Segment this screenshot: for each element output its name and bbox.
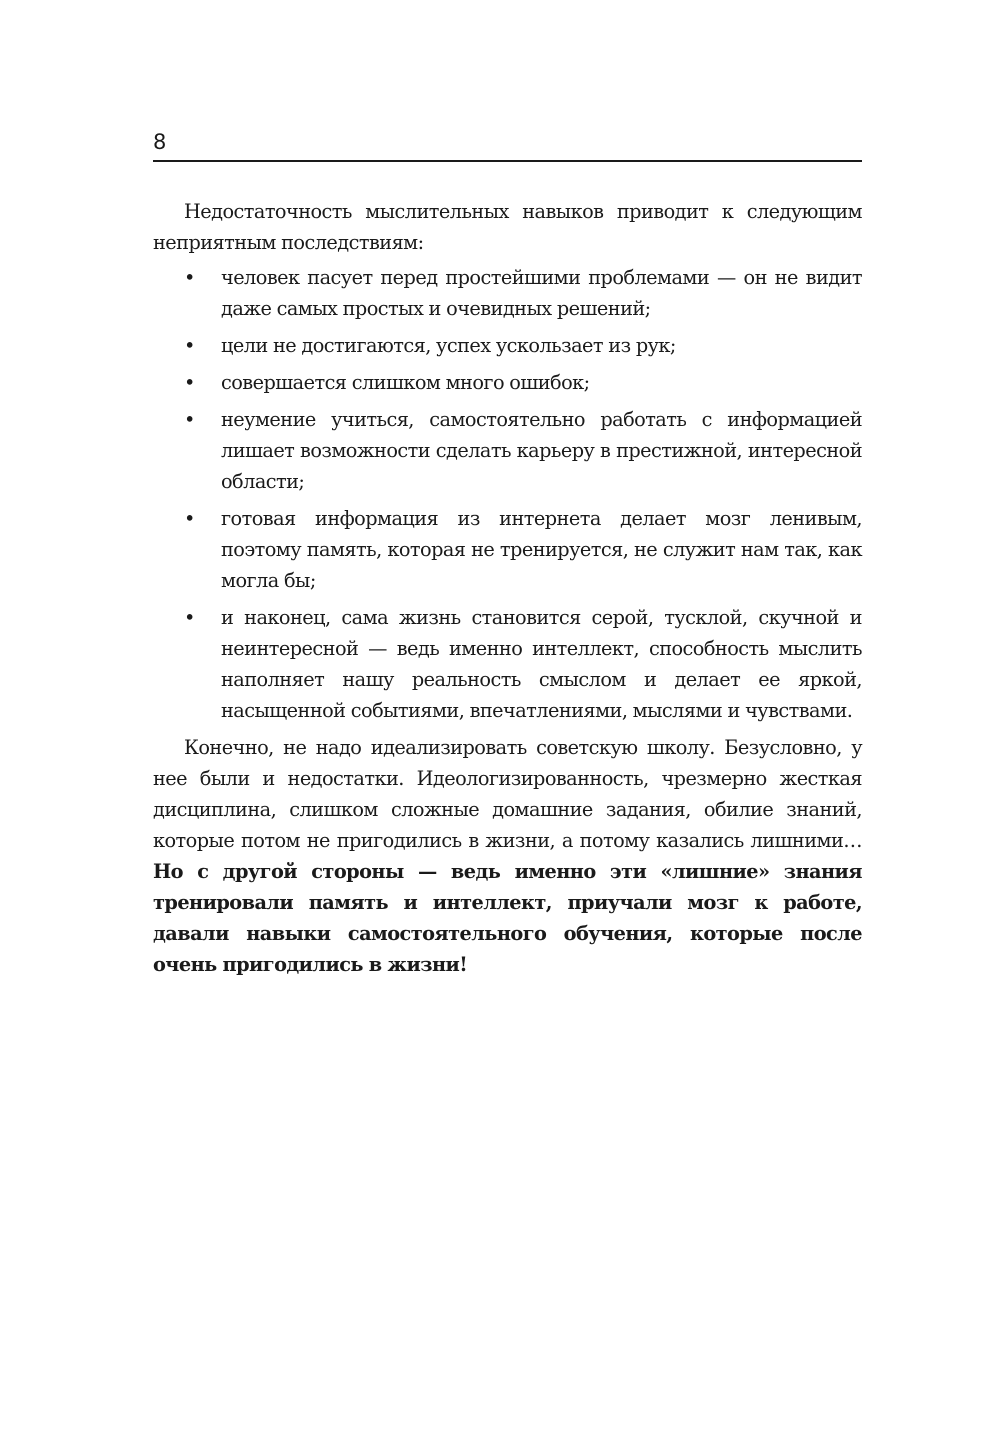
list-item-text: и наконец, сама жизнь становится серой, тусклой, скучной и неинтересной — ведь именно интеллект, способность мыслить наполняет нашу реальность смыслом и делает ее яркой, насыщенной событиями, впечатлениями, мыслями и чувствами. — [221, 606, 862, 722]
closing-bold-text: Но с другой стороны — ведь именно эти «лишние» знания тренировали память и интеллект, приучали мозг к работе, давали навыки самостоятельного обучения, которые после очень пригодились в жизни! — [153, 860, 862, 976]
bullet-icon: • — [184, 371, 195, 394]
list-item-text: совершается слишком много ошибок; — [221, 371, 590, 394]
list-item-text: цели не достигаются, успех ускользает из рук; — [221, 334, 676, 357]
bullet-icon: • — [184, 266, 195, 289]
list-item-text: человек пасует перед простейшими проблемами — он не видит даже самых простых и очевидных решений; — [221, 266, 862, 320]
list-item — [153, 503, 862, 596]
list-item — [153, 330, 862, 361]
page-body — [153, 196, 862, 980]
bullet-icon: • — [184, 507, 195, 530]
bullet-icon: • — [184, 408, 195, 431]
list-item — [153, 602, 862, 726]
list-item-text: неумение учиться, самостоятельно работать с информацией лишает возможности сделать карьеру в престижной, интересной области; — [221, 408, 862, 493]
closing-regular-text: Конечно, не надо идеализировать советскую школу. Безусловно, у нее были и недостатки. Идеологизированность, чрезмерно жесткая дисциплина, слишком сложные домашние задания, обилие знаний, которые потом не пригодились в жизни, а потому казались лишними… — [153, 736, 862, 852]
header-rule — [153, 160, 862, 162]
consequences-list — [153, 262, 862, 726]
closing-paragraph — [153, 732, 862, 980]
list-item-text: готовая информация из интернета делает мозг ленивым, поэтому память, которая не тренируется, не служит нам так, как могла бы; — [221, 507, 862, 592]
list-item — [153, 404, 862, 497]
list-item — [153, 367, 862, 398]
bullet-icon: • — [184, 334, 195, 357]
page-number: 8 — [153, 130, 167, 154]
intro-paragraph: Недостаточность мыслительных навыков приводит к следующим неприятным последствиям: — [153, 200, 862, 254]
list-item — [153, 262, 862, 324]
bullet-icon: • — [184, 606, 195, 629]
